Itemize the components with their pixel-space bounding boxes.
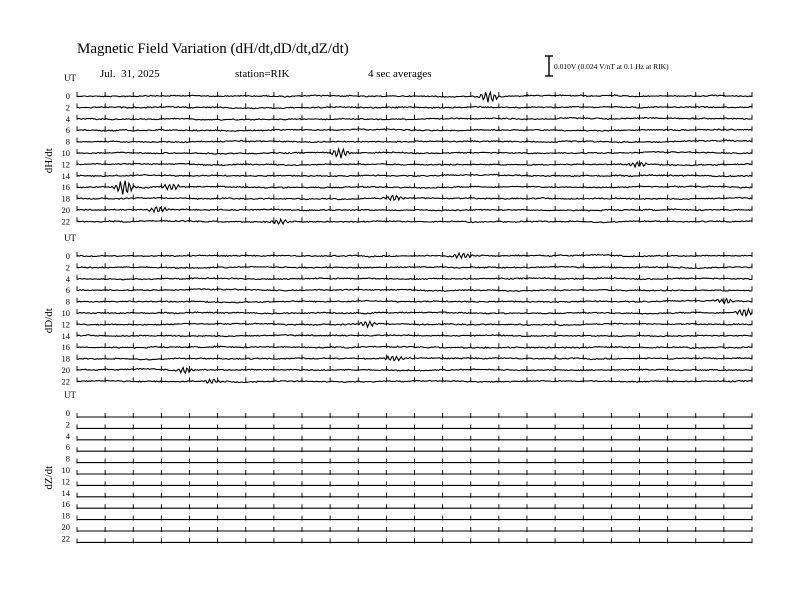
ut-label: UT [64,390,76,400]
hour-label: 4 [65,430,70,441]
panel-dZ-dt [43,390,752,543]
hour-label: 2 [65,262,70,273]
hour-label: 16 [61,499,70,510]
hour-label: 18 [61,353,70,364]
hour-label: 6 [65,442,70,453]
scale-label: 0.010V (0.024 V/nT at 0.1 Hz at RIK) [554,62,669,71]
hour-label: 2 [65,419,70,430]
hour-label: 20 [61,522,70,532]
hour-label: 18 [61,510,70,521]
scale-bar [545,56,553,76]
hour-label: 4 [65,273,70,284]
hour-label: 8 [65,296,70,307]
panel-ylabel: dH/dt [43,148,55,174]
hour-label: 10 [61,148,70,158]
ut-label: UT [64,73,76,83]
hour-label: 22 [61,216,70,227]
hour-label: 16 [61,182,70,193]
hour-label: 8 [65,136,70,147]
hour-label: 10 [61,465,70,475]
hour-label: 20 [61,365,70,375]
panel-ylabel: dZ/dt [43,465,55,490]
hour-label: 20 [61,205,70,215]
panel-dH-dt [43,73,752,226]
hour-label: 18 [61,193,70,204]
hour-label: 0 [65,91,70,101]
panels [43,73,752,543]
chart-averaging: 4 sec averages [368,68,432,80]
hour-label: 6 [65,285,70,296]
hour-label: 14 [61,487,70,498]
ut-label: UT [64,233,76,243]
hour-label: 22 [61,533,70,544]
hour-label: 12 [61,476,70,487]
panel-ylabel: dD/dt [43,308,55,334]
hour-label: 0 [65,408,70,418]
hour-label: 6 [65,125,70,136]
chart-date: Jul. 31, 2025 [100,68,160,80]
hour-label: 12 [61,319,70,330]
hour-label: 14 [61,170,70,181]
hour-label: 22 [61,376,70,387]
hour-label: 12 [61,159,70,170]
chart-station: station=RIK [235,68,290,80]
hour-label: 0 [65,251,70,261]
hour-label: 8 [65,453,70,464]
chart-title: Magnetic Field Variation (dH/dt,dD/dt,dZ/dt) [77,41,349,57]
hour-label: 2 [65,102,70,113]
hour-label: 14 [61,330,70,341]
panel-dD-dt [43,233,752,386]
hour-label: 10 [61,308,70,318]
hour-label: 4 [65,113,70,124]
hour-label: 16 [61,342,70,353]
